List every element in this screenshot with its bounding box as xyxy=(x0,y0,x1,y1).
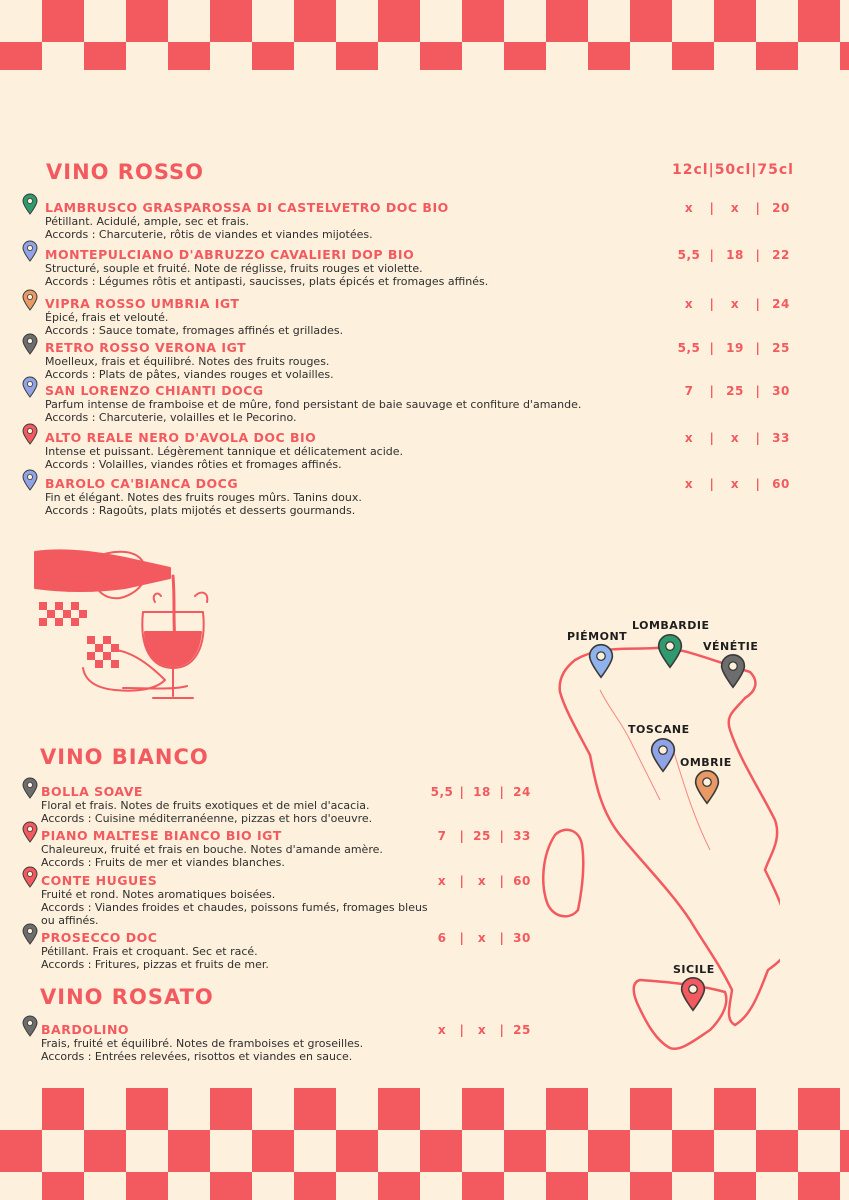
wine-pairing: Accords : Cuisine méditerranéenne, pizzas et hors d'oeuvre. xyxy=(41,812,373,825)
price-separator: | xyxy=(755,201,761,215)
wine-pairing: Accords : Légumes rôtis et antipasti, saucisses, plats épicés et fromages affinés. xyxy=(45,275,489,288)
price-75cl: 30 xyxy=(772,384,790,398)
location-pin-icon xyxy=(22,423,38,445)
wine-pairing: Accords : Plats de pâtes, viandes rouges et volailles. xyxy=(45,368,334,381)
price-separator: | xyxy=(709,297,715,311)
checker-border-top xyxy=(0,0,849,70)
wine-description: Chaleureux, fruité et frais en bouche. Notes d'amande amère. xyxy=(41,843,383,856)
price-50cl: x xyxy=(477,1023,487,1037)
wine-item xyxy=(45,296,665,337)
wine-description: Pétillant. Frais et croquant. Sec et racé. xyxy=(41,945,258,958)
map-region-label: OMBRIE xyxy=(680,756,732,769)
price-12cl: 6 xyxy=(437,931,447,945)
price-separator: | xyxy=(709,201,715,215)
map-pin-icon xyxy=(694,768,720,806)
wine-prices xyxy=(672,201,798,215)
price-separator: | xyxy=(459,1023,465,1037)
wine-item xyxy=(41,930,441,971)
map-pin-icon xyxy=(657,632,683,670)
size-header: 12cl|50cl|75cl xyxy=(672,162,794,178)
price-12cl: 7 xyxy=(437,829,447,843)
price-separator: | xyxy=(499,1023,505,1037)
wine-description: Fin et élégant. Notes des fruits rouges mûrs. Tanins doux. xyxy=(45,491,362,504)
wine-name: VIPRA ROSSO UMBRIA IGT xyxy=(45,296,240,311)
price-12cl: 5,5 xyxy=(677,248,701,262)
map-region-label: PIÉMONT xyxy=(567,630,628,643)
location-pin-icon xyxy=(22,376,38,398)
wine-item xyxy=(45,430,665,471)
wine-name: BOLLA SOAVE xyxy=(41,784,143,799)
wine-prices xyxy=(672,384,798,398)
wine-name: BAROLO CA'BIANCA DOCG xyxy=(45,476,239,491)
price-separator: | xyxy=(755,297,761,311)
price-75cl: 24 xyxy=(513,785,531,799)
price-75cl: 24 xyxy=(772,297,790,311)
price-12cl: x xyxy=(684,297,694,311)
price-separator: | xyxy=(459,785,465,799)
map-pin-icon xyxy=(588,642,614,680)
wine-item xyxy=(41,784,441,825)
wine-description: Structuré, souple et fruité. Note de réglisse, fruits rouges et violette. xyxy=(45,262,423,275)
price-75cl: 22 xyxy=(772,248,790,262)
price-50cl: x xyxy=(477,931,487,945)
price-separator: | xyxy=(499,931,505,945)
location-pin-icon xyxy=(22,777,38,799)
map-pin-icon xyxy=(650,736,676,774)
wine-name: MONTEPULCIANO D'ABRUZZO CAVALIERI DOP BIO xyxy=(45,247,415,262)
price-12cl: x xyxy=(437,1023,447,1037)
price-50cl: x xyxy=(730,431,740,445)
price-50cl: 18 xyxy=(726,248,744,262)
wine-description: Intense et puissant. Légèrement tannique et délicatement acide. xyxy=(45,445,404,458)
price-50cl: 18 xyxy=(473,785,491,799)
price-separator: | xyxy=(459,874,465,888)
price-75cl: 20 xyxy=(772,201,790,215)
wine-pairing: Accords : Entrées relevées, risottos et viandes en sauce. xyxy=(41,1050,353,1063)
map-region-label: LOMBARDIE xyxy=(632,619,710,632)
wine-prices xyxy=(672,477,798,491)
price-12cl: x xyxy=(684,431,694,445)
location-pin-icon xyxy=(22,469,38,491)
price-separator: | xyxy=(755,431,761,445)
wine-pairing: Accords : Volailles, viandes rôties et fromages affinés. xyxy=(45,458,342,471)
location-pin-icon xyxy=(22,821,38,843)
price-12cl: 5,5 xyxy=(430,785,454,799)
checker-border-bottom xyxy=(0,1088,849,1200)
map-pin-icon xyxy=(680,975,706,1013)
price-12cl: x xyxy=(684,477,694,491)
wine-pairing: Accords : Charcuterie, rôtis de viandes et viandes mijotées. xyxy=(45,228,373,241)
wine-item xyxy=(41,1022,441,1063)
wine-prices xyxy=(672,341,798,355)
wine-item xyxy=(41,873,441,927)
location-pin-icon xyxy=(22,866,38,888)
location-pin-icon xyxy=(22,1015,38,1037)
price-50cl: x xyxy=(730,201,740,215)
wine-prices xyxy=(672,297,798,311)
wine-item xyxy=(45,340,665,381)
price-separator: | xyxy=(499,829,505,843)
wine-pairing: Accords : Sauce tomate, fromages affinés et grillades. xyxy=(45,324,344,337)
wine-item xyxy=(45,383,665,424)
wine-pour-illustration xyxy=(25,540,220,720)
wine-description: Floral et frais. Notes de fruits exotiques et de miel d'acacia. xyxy=(41,799,370,812)
location-pin-icon xyxy=(22,923,38,945)
wine-pairing: Accords : Viandes froides et chaudes, poissons fumés, fromages bleus ou affinés. xyxy=(41,901,428,927)
price-75cl: 60 xyxy=(513,874,531,888)
wine-description: Épicé, frais et velouté. xyxy=(45,311,169,324)
price-separator: | xyxy=(755,477,761,491)
location-pin-icon xyxy=(22,240,38,262)
location-pin-icon xyxy=(22,289,38,311)
map-region-label: SICILE xyxy=(673,963,715,976)
price-75cl: 33 xyxy=(772,431,790,445)
wine-pairing: Accords : Fritures, pizzas et fruits de mer. xyxy=(41,958,269,971)
map-region-label: VÉNÉTIE xyxy=(703,640,759,653)
section-title-rosso: VINO ROSSO xyxy=(46,160,204,184)
price-separator: | xyxy=(709,248,715,262)
price-12cl: 5,5 xyxy=(677,341,701,355)
price-50cl: x xyxy=(730,477,740,491)
wine-name: ALTO REALE NERO D'AVOLA DOC BIO xyxy=(45,430,317,445)
price-12cl: x xyxy=(684,201,694,215)
wine-pairing: Accords : Ragoûts, plats mijotés et desserts gourmands. xyxy=(45,504,356,517)
wine-name: BARDOLINO xyxy=(41,1022,130,1037)
wine-description: Parfum intense de framboise et de mûre, fond persistant de baie sauvage et confiture d'amande. xyxy=(45,398,582,411)
wine-item xyxy=(45,200,665,241)
wine-item xyxy=(41,828,441,869)
price-separator: | xyxy=(709,431,715,445)
wine-name: LAMBRUSCO GRASPAROSSA DI CASTELVETRO DOC BIO xyxy=(45,200,449,215)
price-separator: | xyxy=(499,785,505,799)
wine-item xyxy=(45,476,665,517)
price-separator: | xyxy=(459,931,465,945)
price-75cl: 30 xyxy=(513,931,531,945)
price-separator: | xyxy=(709,477,715,491)
price-50cl: 25 xyxy=(473,829,491,843)
price-separator: | xyxy=(755,248,761,262)
section-title-rosato: VINO ROSATO xyxy=(40,985,214,1009)
wine-name: CONTE HUGUES xyxy=(41,873,158,888)
price-50cl: x xyxy=(730,297,740,311)
wine-prices xyxy=(672,248,798,262)
location-pin-icon xyxy=(22,333,38,355)
wine-description: Fruité et rond. Notes aromatiques boisées. xyxy=(41,888,276,901)
price-75cl: 33 xyxy=(513,829,531,843)
price-separator: | xyxy=(709,341,715,355)
price-separator: | xyxy=(499,874,505,888)
price-separator: | xyxy=(459,829,465,843)
price-separator: | xyxy=(755,384,761,398)
wine-description: Pétillant. Acidulé, ample, sec et frais. xyxy=(45,215,250,228)
wine-name: RETRO ROSSO VERONA IGT xyxy=(45,340,247,355)
section-title-bianco: VINO BIANCO xyxy=(40,745,209,769)
location-pin-icon xyxy=(22,193,38,215)
map-region-label: TOSCANE xyxy=(628,723,690,736)
wine-item xyxy=(45,247,665,288)
price-75cl: 25 xyxy=(513,1023,531,1037)
price-separator: | xyxy=(755,341,761,355)
wine-prices xyxy=(672,431,798,445)
wine-pairing: Accords : Fruits de mer et viandes blanches. xyxy=(41,856,285,869)
wine-name: SAN LORENZO CHIANTI DOCG xyxy=(45,383,264,398)
price-75cl: 25 xyxy=(772,341,790,355)
price-12cl: x xyxy=(437,874,447,888)
wine-name: PIANO MALTESE BIANCO BIO IGT xyxy=(41,828,282,843)
price-50cl: 25 xyxy=(726,384,744,398)
price-75cl: 60 xyxy=(772,477,790,491)
wine-description: Frais, fruité et équilibré. Notes de framboises et groseilles. xyxy=(41,1037,364,1050)
wine-pairing: Accords : Charcuterie, volailles et le Pecorino. xyxy=(45,411,297,424)
price-separator: | xyxy=(709,384,715,398)
price-12cl: 7 xyxy=(684,384,694,398)
wine-description: Moelleux, frais et équilibré. Notes des fruits rouges. xyxy=(45,355,330,368)
price-50cl: x xyxy=(477,874,487,888)
price-50cl: 19 xyxy=(726,341,744,355)
wine-name: PROSECCO DOC xyxy=(41,930,158,945)
map-pin-icon xyxy=(720,652,746,690)
